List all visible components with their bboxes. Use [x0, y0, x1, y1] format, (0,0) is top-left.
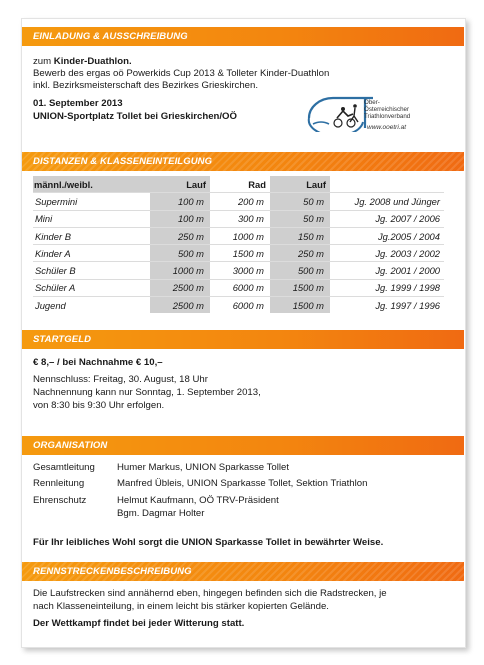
- course-line-1: Die Laufstrecken sind annähernd eben, hingegen befinden sich die Radstrecken, je: [33, 588, 387, 599]
- distances-table: [33, 176, 444, 313]
- table-header-row: [33, 176, 444, 193]
- logo-line-2: Österreichischer: [364, 106, 410, 113]
- org-value-ehrenschutz: Helmut Kaufmann, OÖ TRV-Präsident: [117, 495, 279, 506]
- header-jahrgang: [330, 176, 444, 193]
- deadline-line-3: von 8:30 bis 9:30 Uhr erfolgen.: [33, 400, 165, 411]
- cell-jahrgang: Jg. 2001 / 2000: [330, 262, 444, 279]
- fee-text: € 8,– / bei Nachnahme € 10,–: [33, 357, 163, 368]
- org-label-gesamtleitung: Gesamtleitung: [33, 462, 95, 473]
- cell-lauf-2: 500 m: [270, 262, 330, 279]
- table-row: [33, 193, 444, 210]
- cell-rad: 1000 m: [210, 227, 270, 244]
- cell-jahrgang: Jg. 1999 / 1998: [330, 279, 444, 296]
- intro-prefix: zum: [33, 56, 54, 67]
- cell-lauf-2: 50 m: [270, 210, 330, 227]
- cell-class: Supermini: [33, 193, 150, 210]
- header-class: männl./weibl.: [33, 176, 150, 193]
- cell-rad: 300 m: [210, 210, 270, 227]
- section-header-organisation: ORGANISATION: [22, 436, 464, 455]
- event-date: 01. September 2013: [33, 98, 123, 109]
- cell-class: Kinder B: [33, 227, 150, 244]
- cell-class: Kinder A: [33, 245, 150, 262]
- cell-jahrgang: Jg. 2007 / 2006: [330, 210, 444, 227]
- table-row: [33, 227, 444, 244]
- cell-jahrgang: Jg.2005 / 2004: [330, 227, 444, 244]
- deadline-line-2: Nachnennung kann nur Sonntag, 1. September 2013,: [33, 387, 261, 398]
- logo-lettering: [364, 99, 410, 120]
- cell-lauf-2: 1500 m: [270, 279, 330, 296]
- course-line-2: nach Klasseneinteilung, in einem leicht bis stärker kopierten Gelände.: [33, 601, 329, 612]
- section-header-distanzen: DISTANZEN & KLASSENEINTEILGUNG: [22, 152, 464, 171]
- cell-lauf-1: 250 m: [150, 227, 210, 244]
- cell-lauf-1: 1000 m: [150, 262, 210, 279]
- cell-class: Mini: [33, 210, 150, 227]
- cell-rad: 6000 m: [210, 297, 270, 314]
- intro-line-2: Bewerb des ergas oö Powerkids Cup 2013 & Tolleter Kinder-Duathlon: [33, 68, 330, 79]
- cell-lauf-1: 100 m: [150, 193, 210, 210]
- intro-title: Kinder-Duathlon.: [53, 56, 132, 67]
- cell-class: Schüler B: [33, 262, 150, 279]
- section-header-einladung: EINLADUNG & AUSSCHREIBUNG: [22, 27, 464, 46]
- table-row: [33, 262, 444, 279]
- cell-rad: 200 m: [210, 193, 270, 210]
- cell-jahrgang: Jg. 1997 / 1996: [330, 297, 444, 314]
- cell-rad: 1500 m: [210, 245, 270, 262]
- logo-url: www.ooetri.at: [367, 124, 407, 131]
- cell-jahrgang: Jg. 2008 und Jünger: [330, 193, 444, 210]
- cell-rad: 3000 m: [210, 262, 270, 279]
- cell-lauf-1: 2500 m: [150, 279, 210, 296]
- org-value-rennleitung: Manfred Übleis, UNION Sparkasse Tollet, Sektion Triathlon: [117, 478, 368, 489]
- catering-note: Für Ihr leibliches Wohl sorgt die UNION Sparkasse Tollet in bewährter Weise.: [33, 537, 384, 548]
- header-lauf-2: Lauf: [270, 176, 330, 193]
- cell-lauf-2: 150 m: [270, 227, 330, 244]
- cell-class: Jugend: [33, 297, 150, 314]
- deadline-line-1: Nennschluss: Freitag, 30. August, 18 Uhr: [33, 374, 208, 385]
- header-lauf-1: Lauf: [150, 176, 210, 193]
- cell-class: Schüler A: [33, 279, 150, 296]
- cell-jahrgang: Jg. 2003 / 2002: [330, 245, 444, 262]
- cell-lauf-1: 100 m: [150, 210, 210, 227]
- cell-rad: 6000 m: [210, 279, 270, 296]
- org-label-rennleitung: Rennleitung: [33, 478, 85, 489]
- table-row: [33, 245, 444, 262]
- intro-line-1: [33, 56, 132, 68]
- cell-lauf-2: 250 m: [270, 245, 330, 262]
- table-row: [33, 297, 444, 314]
- cell-lauf-1: 2500 m: [150, 297, 210, 314]
- table-row: [33, 279, 444, 296]
- header-rad: Rad: [248, 178, 266, 190]
- logo-line-1: Ober-: [364, 99, 380, 106]
- intro-line-3: inkl. Bezirksmeisterschaft des Bezirkes Grieskirchen.: [33, 80, 258, 91]
- cell-lauf-2: 50 m: [270, 193, 330, 210]
- logo-line-3: Triathlonverband: [364, 113, 411, 120]
- weather-note: Der Wettkampf findet bei jeder Witterung statt.: [33, 618, 245, 629]
- org-extra: Bgm. Dagmar Holter: [117, 508, 205, 519]
- org-label-ehrenschutz: Ehrenschutz: [33, 495, 87, 506]
- org-value-gesamtleitung: Humer Markus, UNION Sparkasse Tollet: [117, 462, 290, 473]
- section-header-startgeld: STARTGELD: [22, 330, 464, 349]
- section-header-rennstrecke: RENNSTRECKENBESCHREIBUNG: [22, 562, 464, 581]
- table-row: [33, 210, 444, 227]
- cell-lauf-1: 500 m: [150, 245, 210, 262]
- event-venue: UNION-Sportplatz Tollet bei Grieskirchen/OÖ: [33, 111, 237, 122]
- cell-lauf-2: 1500 m: [270, 297, 330, 314]
